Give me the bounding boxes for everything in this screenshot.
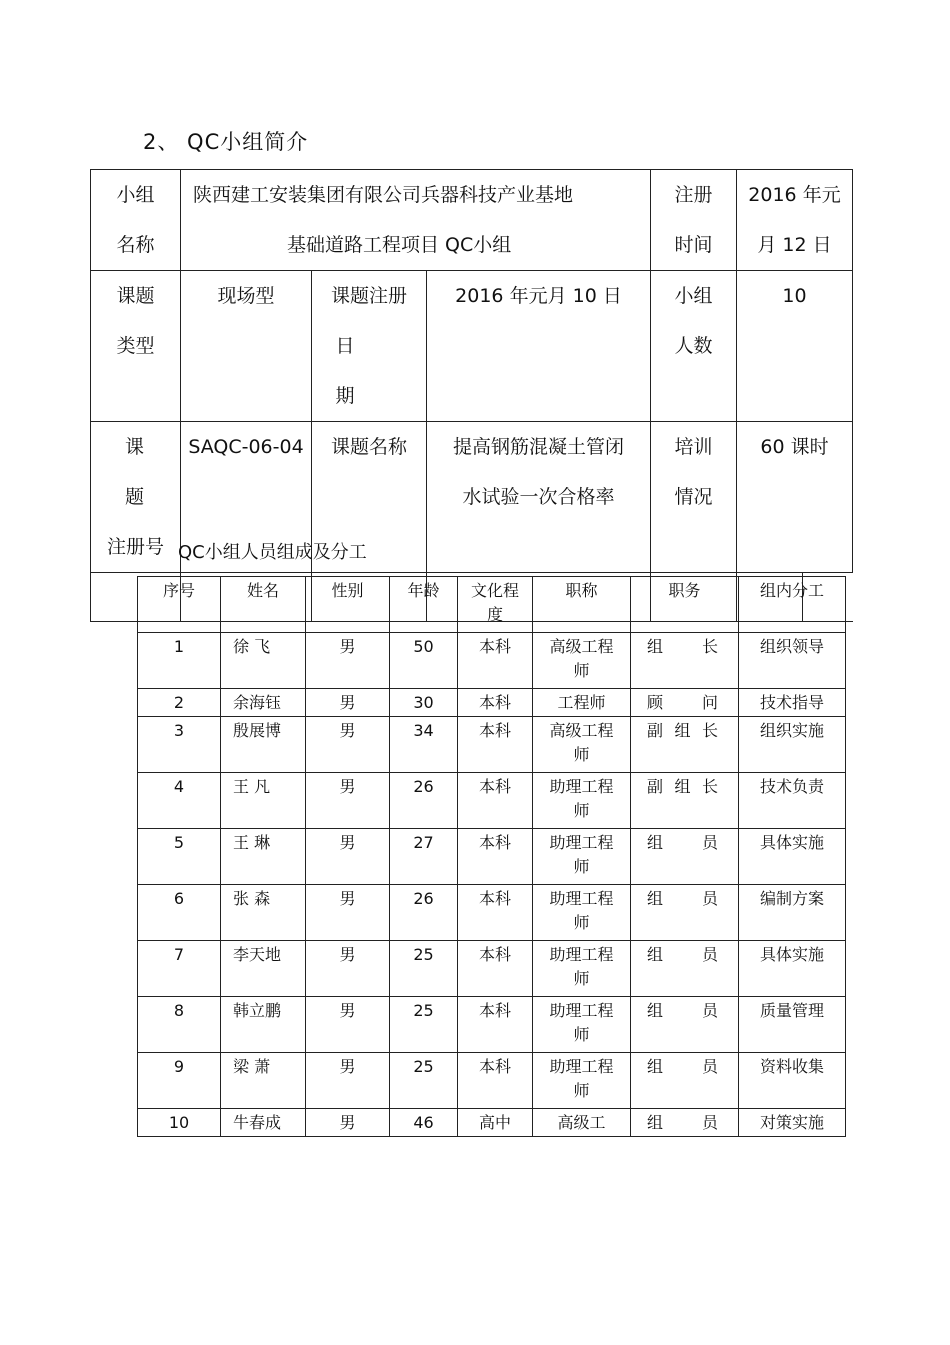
table-row (138, 885, 846, 941)
cell-edu: 本科 (458, 717, 533, 773)
table-row (138, 997, 846, 1053)
cell-name: 梁 萧 (221, 1053, 306, 1109)
cell-duty: 组员 (631, 885, 739, 941)
header-cell: 姓名 (221, 577, 306, 633)
cell-role: 技术负责 (739, 773, 846, 829)
cell-no: 5 (138, 829, 221, 885)
cell-duty: 组长 (631, 633, 739, 689)
section-heading: 2、 QC小组简介 (143, 130, 309, 154)
cell-title (533, 717, 631, 773)
cell-role: 编制方案 (739, 885, 846, 941)
cell-title-text: 工程师 (557, 693, 606, 712)
header-cell: 职称 (533, 577, 631, 633)
cell-no: 8 (138, 997, 221, 1053)
cell-title (533, 829, 631, 885)
cell-title-text: 助理工程师 (549, 945, 614, 988)
cell-role: 资料收集 (739, 1053, 846, 1109)
cell-age: 25 (390, 997, 458, 1053)
table-row (138, 717, 846, 773)
cell-title (533, 885, 631, 941)
cell-edu: 本科 (458, 773, 533, 829)
intro-row-group-name (91, 170, 853, 271)
label-line: 情况 (674, 486, 713, 508)
cell-sex: 男 (306, 885, 390, 941)
register-time-value (737, 170, 853, 271)
group-name-value (181, 170, 651, 271)
cell-name: 韩立鹏 (221, 997, 306, 1053)
cell-title (533, 997, 631, 1053)
label-line: 小组 (116, 184, 155, 206)
cell-sex: 男 (306, 689, 390, 717)
cell-age: 30 (390, 689, 458, 717)
cell-no: 2 (138, 689, 221, 717)
training-label (651, 422, 737, 573)
cell-sex: 男 (306, 997, 390, 1053)
cell-role: 技术指导 (739, 689, 846, 717)
cell-no: 10 (138, 1109, 221, 1137)
cell-title-text: 助理工程师 (549, 889, 614, 932)
training-value: 60 课时 (737, 422, 853, 573)
cell-title-text: 高级工程师 (549, 721, 614, 764)
value-line: 2016 年元 (748, 184, 841, 206)
cell-age: 26 (390, 773, 458, 829)
cell-sex: 男 (306, 1053, 390, 1109)
label-line: 课题 (116, 285, 155, 307)
cell-title-text: 助理工程师 (549, 777, 614, 820)
cell-no: 4 (138, 773, 221, 829)
cell-name: 张 森 (221, 885, 306, 941)
label-line: 日期 (335, 335, 403, 407)
topic-type-label (91, 271, 181, 422)
cell-title-text: 助理工程师 (549, 1001, 614, 1044)
cell-duty: 组员 (631, 1109, 739, 1137)
cell-sex: 男 (306, 941, 390, 997)
label-line: 课题注册 (330, 285, 407, 307)
cell-title-text: 助理工程师 (549, 1057, 614, 1100)
cell-edu: 本科 (458, 1053, 533, 1109)
cell-role: 质量管理 (739, 997, 846, 1053)
cell-name: 王 琳 (221, 829, 306, 885)
cell-no: 3 (138, 717, 221, 773)
cell-title (533, 1053, 631, 1109)
group-size-value: 10 (737, 271, 853, 422)
register-time-label (651, 170, 737, 271)
label-line: 小组 (674, 285, 713, 307)
topic-number-label (91, 422, 181, 573)
cell-name: 徐 飞 (221, 633, 306, 689)
cell-duty: 组员 (631, 829, 739, 885)
cell-age: 46 (390, 1109, 458, 1137)
cell-title (533, 633, 631, 689)
header-cell: 职务 (631, 577, 739, 633)
table-row (138, 1053, 846, 1109)
label-line: 人数 (674, 335, 713, 357)
cell-edu: 高中 (458, 1109, 533, 1137)
cell-sex: 男 (306, 633, 390, 689)
header-cell (458, 577, 533, 633)
header-cell: 序号 (138, 577, 221, 633)
topic-type-value: 现场型 (181, 271, 312, 422)
cell-title (533, 689, 631, 717)
label-line: 培训 (674, 436, 713, 458)
label-line: 名称 (116, 234, 155, 256)
label-line: 类型 (116, 335, 155, 357)
table-row (138, 773, 846, 829)
cell-title-text: 高级工 (557, 1113, 606, 1132)
cell-name: 牛春成 (221, 1109, 306, 1137)
cell-duty: 组员 (631, 1053, 739, 1109)
cell-name: 余海钰 (221, 689, 306, 717)
value-line: 水试验一次合格率 (462, 486, 615, 508)
cell-role: 具体实施 (739, 941, 846, 997)
cell-sex: 男 (306, 829, 390, 885)
cell-no: 7 (138, 941, 221, 997)
cell-title (533, 773, 631, 829)
value-line: 基础道路工程项目 QC小组 (287, 234, 512, 256)
table-row (138, 1109, 846, 1137)
cell-age: 34 (390, 717, 458, 773)
header-text: 文化程度 (470, 581, 519, 624)
cell-role: 具体实施 (739, 829, 846, 885)
cell-sex: 男 (306, 1109, 390, 1137)
cell-age: 25 (390, 941, 458, 997)
cell-role: 组织领导 (739, 633, 846, 689)
topic-register-date-label (312, 271, 427, 422)
label-line: 注册号 (106, 536, 164, 558)
cell-edu: 本科 (458, 633, 533, 689)
value-line: 陕西建工安装集团有限公司兵器科技产业基地 (193, 184, 574, 206)
group-size-label (651, 271, 737, 422)
cell-edu: 本科 (458, 689, 533, 717)
members-header-row (138, 577, 846, 633)
cell-duty: 组员 (631, 941, 739, 997)
members-table (137, 576, 846, 1137)
cell-edu: 本科 (458, 941, 533, 997)
cell-no: 6 (138, 885, 221, 941)
table-row (138, 829, 846, 885)
group-name-label (91, 170, 181, 271)
header-cell: 性别 (306, 577, 390, 633)
topic-name-label: 课题名称 (312, 422, 427, 573)
cell-edu: 本科 (458, 829, 533, 885)
cell-duty: 顾问 (631, 689, 739, 717)
cell-role: 组织实施 (739, 717, 846, 773)
cell-duty: 副组长 (631, 773, 739, 829)
topic-name-value (427, 422, 651, 573)
table-row (138, 633, 846, 689)
cell-name: 殷展博 (221, 717, 306, 773)
cell-title (533, 941, 631, 997)
cell-no: 1 (138, 633, 221, 689)
table-row (138, 689, 846, 717)
cell-title-text: 高级工程师 (549, 637, 614, 680)
cell-age: 50 (390, 633, 458, 689)
header-cell: 年龄 (390, 577, 458, 633)
cell-age: 25 (390, 1053, 458, 1109)
cell-name: 王 凡 (221, 773, 306, 829)
topic-number-value: SAQC-06-04 (181, 422, 312, 573)
label-line: 课题 (124, 436, 166, 508)
label-line: 注册 (674, 184, 713, 206)
value-line: 提高钢筋混凝土管闭 (452, 436, 624, 458)
members-title: QC小组人员组成及分工 (178, 542, 367, 563)
cell-duty: 副组长 (631, 717, 739, 773)
cell-title (533, 1109, 631, 1137)
label-line: 时间 (674, 234, 713, 256)
cell-name: 李天地 (221, 941, 306, 997)
cell-no: 9 (138, 1053, 221, 1109)
cell-age: 26 (390, 885, 458, 941)
cell-sex: 男 (306, 773, 390, 829)
header-cell: 组内分工 (739, 577, 846, 633)
cell-age: 27 (390, 829, 458, 885)
cell-title-text: 助理工程师 (549, 833, 614, 876)
topic-register-date-value: 2016 年元月 10 日 (427, 271, 651, 422)
cell-duty: 组员 (631, 997, 739, 1053)
value-line: 月 12 日 (757, 234, 832, 256)
intro-row-topic-type (91, 271, 853, 422)
cell-role: 对策实施 (739, 1109, 846, 1137)
table-row (138, 941, 846, 997)
cell-sex: 男 (306, 717, 390, 773)
cell-edu: 本科 (458, 885, 533, 941)
cell-edu: 本科 (458, 997, 533, 1053)
